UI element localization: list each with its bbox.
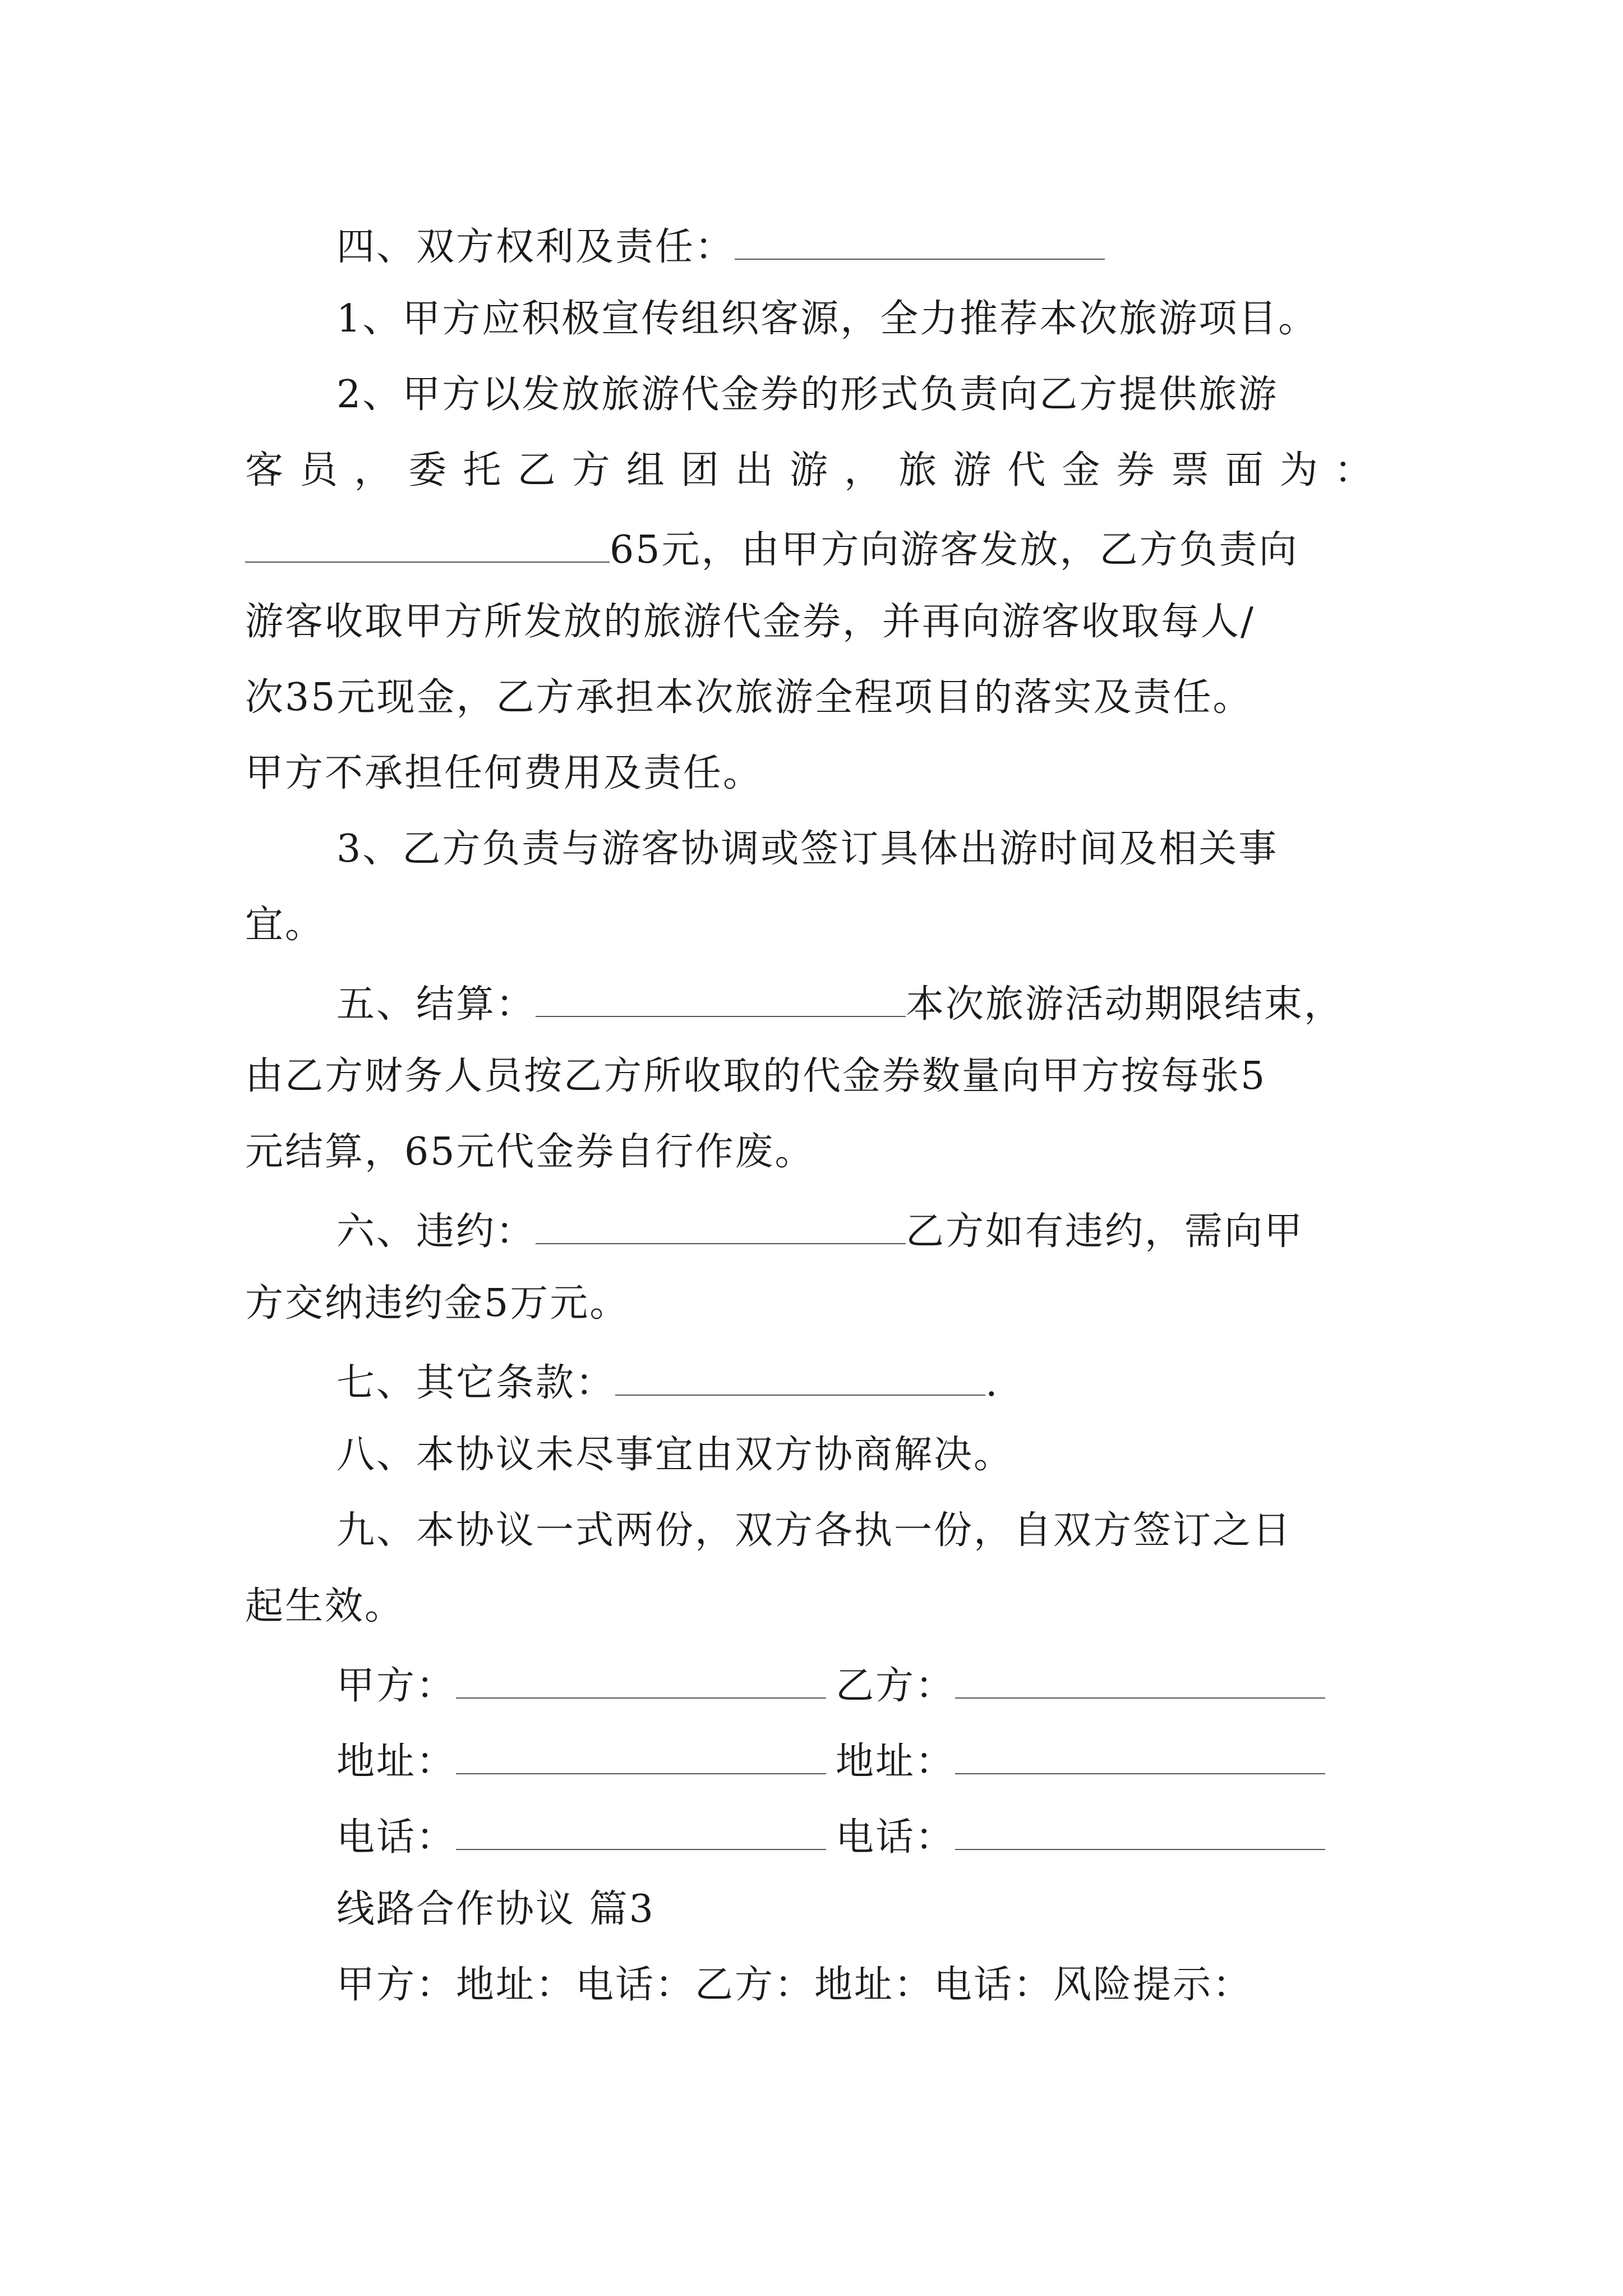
address-a-blank xyxy=(456,1739,826,1774)
section-5-line-1 xyxy=(336,982,1344,1027)
section-7-line xyxy=(336,1360,999,1406)
section-9-line-1: 九、本协议一式两份，双方各执一份，自双方签订之日 xyxy=(336,1508,1293,1553)
party-b-blank xyxy=(955,1663,1325,1699)
fill-in-blank xyxy=(536,982,906,1017)
party-a-row xyxy=(336,1663,826,1709)
phone-b-label: 电话： xyxy=(836,1815,956,1860)
party-b-row xyxy=(836,1663,1325,1709)
next-agreement-header: 甲方：地址：电话：乙方：地址：电话：风险提示： xyxy=(336,1963,1253,2007)
fill-in-blank xyxy=(735,224,1105,260)
fill-in-blank xyxy=(536,1209,906,1244)
phone-a-blank xyxy=(456,1815,826,1850)
section-4-heading-line xyxy=(336,224,1105,270)
address-a-row xyxy=(336,1739,826,1784)
party-b-label: 乙方： xyxy=(836,1664,956,1709)
clause-3-line-1: 3、乙方负责与游客协调或签订具体出游时间及相关事 xyxy=(336,827,1279,871)
section-6-text-1: 乙方如有违约，需向甲 xyxy=(906,1209,1304,1254)
next-agreement-title: 线路合作协议 篇3 xyxy=(336,1887,655,1931)
clause-2-line-3: 65元，由甲方向游客发放，乙方负责向 xyxy=(610,528,1299,573)
clause-2-line-4: 游客收取甲方所发放的旅游代金券，并再向游客收取每人/ xyxy=(245,600,1255,644)
section-6-line-1 xyxy=(336,1209,1304,1254)
phone-b-row xyxy=(836,1815,1325,1860)
party-a-blank xyxy=(456,1663,826,1699)
address-b-row xyxy=(836,1739,1325,1784)
party-a-label: 甲方： xyxy=(336,1664,457,1709)
section-9-line-2: 起生效。 xyxy=(245,1584,405,1628)
clause-2-line-2: 客员，委托乙方组团出游，旅游代金券票面为： xyxy=(245,448,1374,493)
section-7-label: 七、其它条款： xyxy=(336,1361,616,1406)
section-8: 八、本协议未尽事宜由双方协商解决。 xyxy=(336,1433,1014,1477)
section-5-line-3: 元结算，65元代金券自行作废。 xyxy=(245,1130,815,1174)
clause-2-line-5: 次35元现金，乙方承担本次旅游全程项目的落实及责任。 xyxy=(245,675,1253,720)
phone-a-row xyxy=(336,1815,826,1860)
clause-1: 1、甲方应积极宣传组织客源，全力推荐本次旅游项目。 xyxy=(336,297,1318,341)
address-b-blank xyxy=(955,1739,1325,1774)
clause-2-line-1: 2、甲方以发放旅游代金券的形式负责向乙方提供旅游 xyxy=(336,372,1279,417)
section-5-line-2: 由乙方财务人员按乙方所收取的代金券数量向甲方按每张5 xyxy=(245,1054,1267,1098)
address-b-label: 地址： xyxy=(836,1740,956,1784)
fill-in-blank xyxy=(615,1360,985,1396)
section-4-heading: 四、双方权利及责任： xyxy=(336,225,735,270)
address-a-label: 地址： xyxy=(336,1740,457,1784)
section-5-label: 五、结算： xyxy=(336,982,536,1027)
clause-2-line-6: 甲方不承担任何费用及责任。 xyxy=(245,751,763,795)
section-5-text-1: 本次旅游活动期限结束， xyxy=(906,982,1344,1027)
fill-in-blank xyxy=(245,527,610,563)
clause-3-line-2: 宜。 xyxy=(245,903,325,947)
section-6-label: 六、违约： xyxy=(336,1209,536,1254)
section-6-line-2: 方交纳违约金5万元。 xyxy=(245,1281,630,1326)
clause-2-line-3-row xyxy=(245,527,1299,573)
phone-b-blank xyxy=(955,1815,1325,1850)
section-7-end: . xyxy=(985,1361,999,1406)
phone-a-label: 电话： xyxy=(336,1815,457,1860)
